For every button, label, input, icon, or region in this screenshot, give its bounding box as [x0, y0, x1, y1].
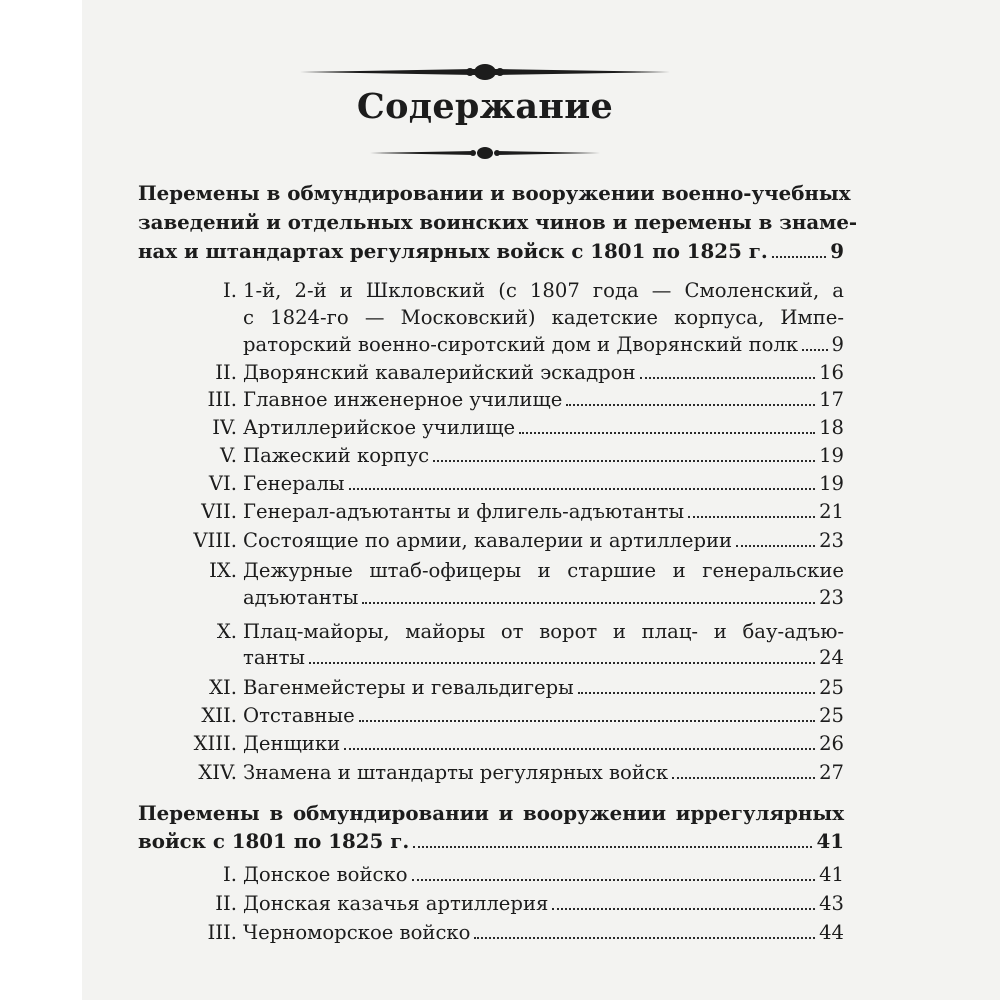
- dot-leader: [474, 937, 815, 939]
- toc-item-general-adyutanty[interactable]: Генерал-адъютанты и флигель-адъютанты 21: [243, 500, 844, 523]
- dot-leader: [688, 516, 815, 518]
- toc-item-eskadron[interactable]: Дворянский кавалерийский эскадрон 16: [243, 361, 844, 384]
- dot-leader: [362, 602, 815, 604]
- page-number: 26: [819, 732, 844, 755]
- dot-leader: [413, 846, 812, 848]
- page-number: 19: [819, 472, 844, 495]
- page-number: 21: [819, 500, 844, 523]
- dot-leader: [433, 460, 815, 462]
- item-number: V.: [220, 444, 237, 467]
- toc-item-pazheskii[interactable]: Пажеский корпус 19: [243, 444, 844, 467]
- section2-heading-line1[interactable]: Перемены в обмундировании и вооружении иррегулярных: [138, 801, 844, 825]
- toc-item-otstavnye[interactable]: Отставные 25: [243, 704, 844, 727]
- page-number: 24: [819, 646, 844, 669]
- dot-leader: [552, 908, 815, 910]
- item-number: XIII.: [193, 732, 237, 755]
- dot-leader: [578, 692, 815, 694]
- dot-leader: [344, 748, 815, 750]
- item-number: VII.: [201, 500, 237, 523]
- toc-item-vagenmeistery[interactable]: Вагенмейстеры и гевальдигеры 25: [243, 676, 844, 699]
- page-title: Содержание: [356, 86, 614, 127]
- page-number: 19: [819, 444, 844, 467]
- toc-item-sostoyashchie[interactable]: Состоящие по армии, кавалерии и артиллерии 23: [243, 529, 844, 552]
- toc-item-plats-maiory-line1[interactable]: Плац-майоры, майоры от ворот и плац- и бау-адъю-: [243, 620, 844, 643]
- item-number: I.: [223, 863, 237, 886]
- toc-item-inzhenernoe[interactable]: Главное инженерное училище 17: [243, 388, 844, 411]
- page-number: 17: [819, 388, 844, 411]
- toc-item-donskaya-artilleriya[interactable]: Донская казачья артиллерия 43: [243, 892, 844, 915]
- page-number: 41: [816, 829, 844, 853]
- item-number: III.: [207, 388, 237, 411]
- item-number: I.: [223, 279, 237, 302]
- page-number: 44: [819, 921, 844, 944]
- section1-heading-line3[interactable]: нах и штандартах регулярных войск с 1801 по 1825 г. 9: [138, 239, 844, 263]
- dot-leader: [672, 777, 815, 779]
- item-number: XIV.: [198, 761, 237, 784]
- toc-item-artilleriiskoe[interactable]: Артиллерийское училище 18: [243, 416, 844, 439]
- item-number: III.: [207, 921, 237, 944]
- toc-item-kadet-line2[interactable]: с 1824-го — Московский) кадетские корпуса, Импе-: [243, 306, 844, 329]
- dot-leader: [802, 349, 827, 351]
- page-number: 25: [819, 676, 844, 699]
- toc-item-dezhurnye-line1[interactable]: Дежурные штаб-офицеры и старшие и генеральские: [243, 559, 844, 582]
- toc-item-plats-maiory-line2[interactable]: танты 24: [243, 646, 844, 669]
- page-number: 18: [819, 416, 844, 439]
- page-number: 23: [819, 586, 844, 609]
- item-number: IX.: [209, 559, 237, 582]
- item-number: X.: [216, 620, 237, 643]
- toc-item-dezhurnye-line2[interactable]: адъютанты 23: [243, 586, 844, 609]
- toc-item-generaly[interactable]: Генералы 19: [243, 472, 844, 495]
- toc-item-znamena[interactable]: Знамена и штандарты регулярных войск 27: [243, 761, 844, 784]
- dot-leader: [309, 662, 815, 664]
- page-number: 25: [819, 704, 844, 727]
- item-number: VIII.: [193, 529, 237, 552]
- page-number: 41: [819, 863, 844, 886]
- dot-leader: [519, 432, 815, 434]
- item-number: XI.: [209, 676, 237, 699]
- toc-item-donskoe[interactable]: Донское войско 41: [243, 863, 844, 886]
- section1-heading-line2[interactable]: заведений и отдельных воинских чинов и перемены в знаме-: [138, 210, 858, 234]
- toc-item-chernomorskoe[interactable]: Черноморское войско 44: [243, 921, 844, 944]
- dot-leader: [736, 545, 815, 547]
- page-number: 9: [831, 333, 844, 356]
- item-number: XII.: [201, 704, 237, 727]
- dot-leader: [566, 404, 815, 406]
- item-number: II.: [215, 892, 237, 915]
- page-number: 16: [819, 361, 844, 384]
- page-number: 27: [819, 761, 844, 784]
- item-number: VI.: [208, 472, 237, 495]
- toc-item-denshchiki[interactable]: Денщики 26: [243, 732, 844, 755]
- item-number: II.: [215, 361, 237, 384]
- dot-leader: [640, 377, 816, 379]
- toc-item-kadet-line3[interactable]: раторский военно-сиротский дом и Дворянский полк 9: [243, 333, 844, 356]
- dot-leader: [772, 256, 827, 258]
- toc-item-kadet-line1[interactable]: 1-й, 2-й и Шкловский (с 1807 года — Смоленский, а: [243, 279, 844, 302]
- dot-leader: [349, 488, 816, 490]
- page-number: 43: [819, 892, 844, 915]
- item-number: IV.: [212, 416, 237, 439]
- dot-leader: [359, 720, 815, 722]
- page-number: 23: [819, 529, 844, 552]
- section1-heading-line1[interactable]: Перемены в обмундировании и вооружении военно-учебных: [138, 181, 851, 205]
- page-number: 9: [830, 239, 844, 263]
- dot-leader: [412, 879, 816, 881]
- section2-heading-line2[interactable]: войск с 1801 по 1825 г. 41: [138, 829, 844, 853]
